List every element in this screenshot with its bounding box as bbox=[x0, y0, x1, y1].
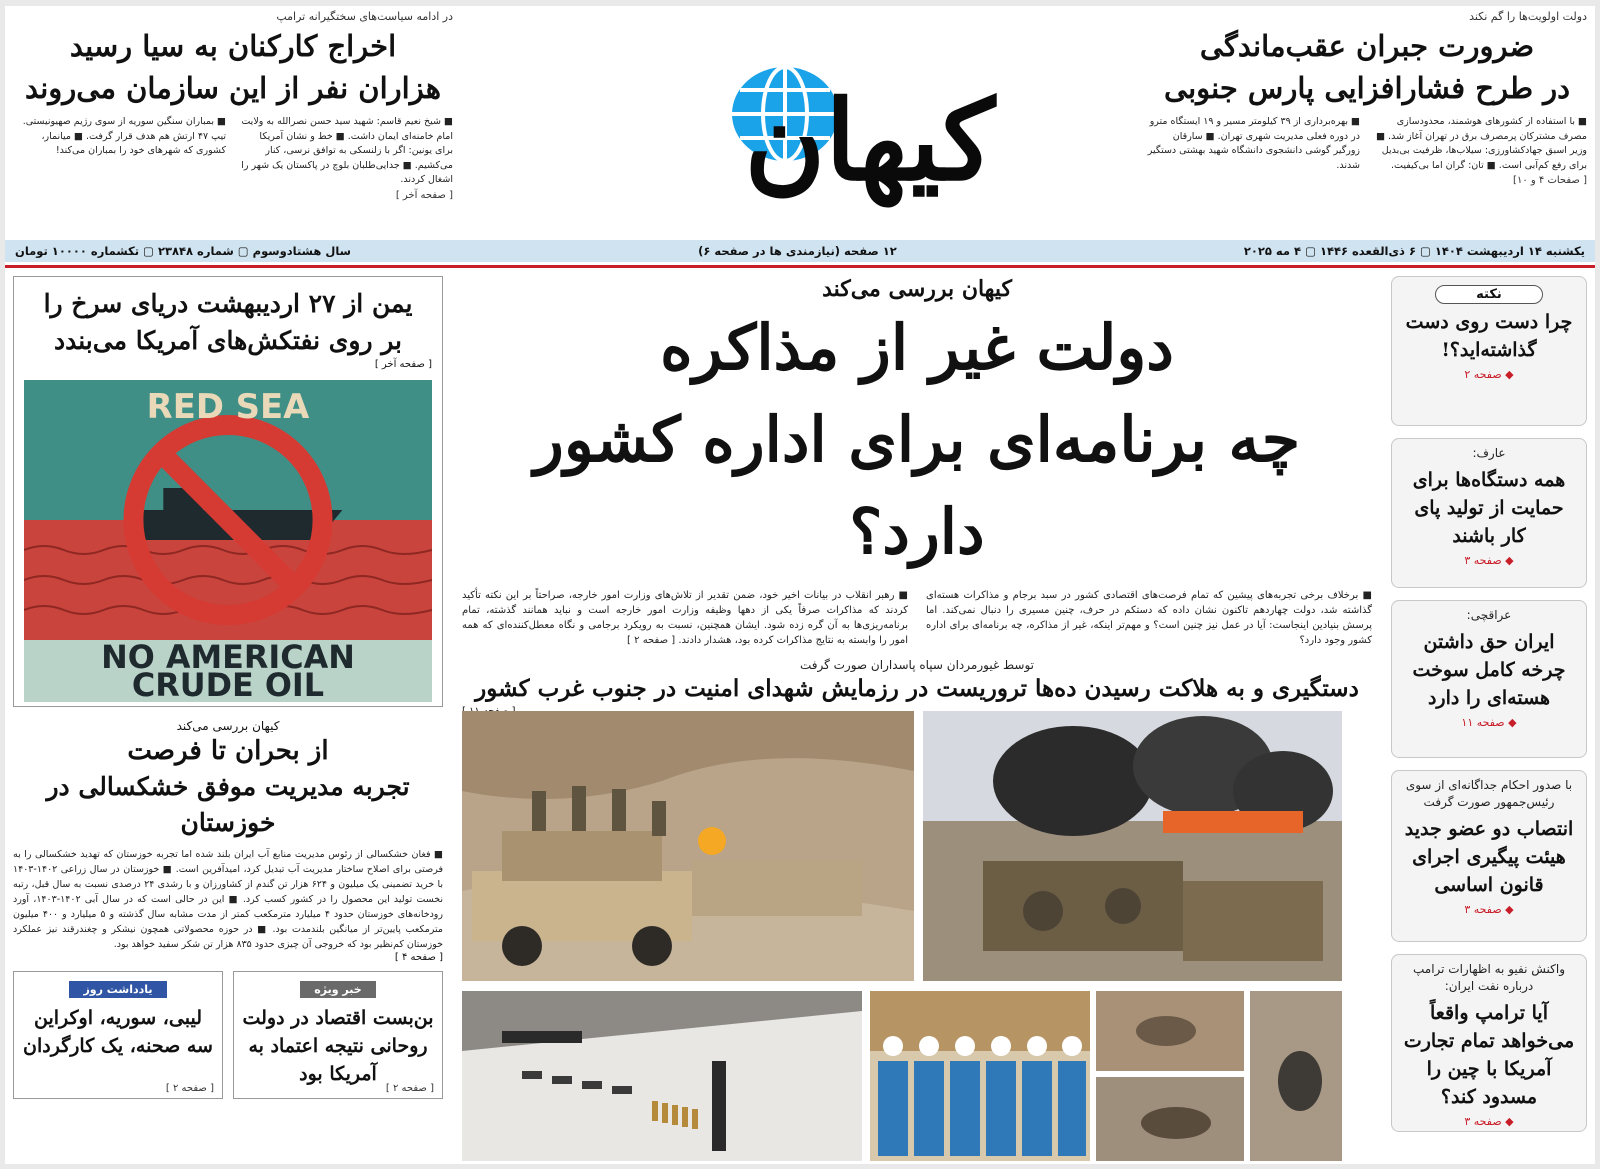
security-headline[interactable]: دستگیری و به هلاکت رسیدن ده‌ها تروریست در رزمایش شهدای امنیت در جنوب غرب کشور bbox=[475, 675, 1359, 702]
daily-memo-headline: لیبی، سوریه، اوکراین سه صحنه، یک کارگردان bbox=[23, 1007, 213, 1057]
yemen-headline-2: بر روی نفتکش‌های آمریکا می‌بندد bbox=[54, 326, 402, 355]
dateline-bar bbox=[5, 240, 1595, 262]
right-box-pageref: ◆ صفحه ۱۱ bbox=[1461, 716, 1517, 729]
photo-image bbox=[462, 991, 862, 1161]
masthead-name: کیهان bbox=[744, 76, 995, 205]
top-right-story bbox=[1147, 10, 1587, 186]
lead-kicker: کیهان بررسی می‌کند bbox=[822, 276, 1012, 302]
top-left-pageref: [ صفحه آخر ] bbox=[395, 189, 453, 201]
dateline-issue: سال هشتادوسوم ▢ شماره ۲۳۸۴۸ ▢ تکشماره ۱۰۰۰۰ تومان bbox=[15, 244, 351, 258]
top-left-brief-a: ■ شیخ نعیم قاسم: شهید سید حسن نصرالله به ولایت امام خامنه‌ای ایمان داشت. ■ خط و نشان آمریکا برای یونین: اگر با زلنسکی به توافق نرسی، کنار می‌کشیم. ■ جدایی‌طلبان بلوچ در پاکستان یک شهر را اشغال کردند. bbox=[241, 116, 453, 185]
right-column bbox=[1391, 276, 1587, 1132]
top-right-headline-2[interactable]: در طرح فشارافزایی پارس جنوبی bbox=[1163, 71, 1571, 105]
right-box-kicker: با صدور احکام جداگانه‌ای از سوی رئیس‌جمهور صورت گرفت bbox=[1405, 778, 1573, 809]
right-box-appointment[interactable] bbox=[1391, 770, 1587, 942]
top-right-headline-1[interactable]: ضرورت جبران عقب‌ماندگی bbox=[1199, 29, 1535, 63]
photo-image bbox=[870, 991, 1090, 1161]
right-box-pageref: ◆ صفحه ۳ bbox=[1464, 554, 1514, 567]
photo-image bbox=[1096, 991, 1244, 1071]
top-left-headline-1[interactable]: اخراج کارکنان به سیا رسید bbox=[69, 29, 397, 63]
poster-top-text: RED SEA bbox=[146, 386, 310, 427]
yemen-headline-1: یمن از ۲۷ اردیبهشت دریای سرخ را bbox=[43, 289, 413, 318]
daily-memo-pageref: [ صفحه ۲ ] bbox=[165, 1083, 214, 1094]
photo-image bbox=[462, 711, 914, 981]
lead-headline-2[interactable]: چه برنامه‌ای برای اداره کشور دارد؟ bbox=[533, 403, 1301, 568]
top-right-pageref: [ صفحات ۴ و ۱۰] bbox=[1513, 175, 1587, 186]
daily-memo-box[interactable] bbox=[13, 971, 223, 1099]
lead-body-left: ■ رهبر انقلاب در بیانات اخیر خود، ضمن تقدیر از تلاش‌های وزارت امور خارجه، صراحتاً بر این نکته تأکید کردند که مذاکرات صرفاً یکی از دهها وظیفه وزارت امور خارجه است و نباید همانند گذشته، تمام برنامه‌ریزی‌ها به آن گره زده شود. ایشان همچنین، نسبت به رویکرد برجامی و نگاه معطل‌کننده‌ای که همه امور را وابسته به نتایج مذاکرات کرده بود، هشدار دادند. bbox=[462, 590, 908, 646]
poster-bottom-text-1: NO AMERICAN bbox=[101, 637, 355, 677]
newspaper-front-page bbox=[5, 6, 1595, 1164]
drought-body: ■ فغان خشکسالی از رئوس مدیریت منابع آب ایران بلند شده اما تجربه خوزستان که تهدید خشکسالی را به فرصتی برای اصلاح ساختار مدیریت آب تبدیل کرد، امیدآفرین است. ■ خوزستان در سال زراعی ۱۴۰۲-۱۴۰۳ با خرید تضمینی یک میلیون و ۶۲۴ هزار تن گندم از کشاورزان و با رشدی ۲۴ درصدی نسبت به سال قبل، رتبه نخست تولید این محصول را در کشور کسب کرد. ■ این در حالی است که در سال آبی ۱۴۰۲-۱۴۰۳، آورد رودخانه‌های خوزستان حدود ۴ میلیارد مترمکعب کمتر از مدت مشابه سال گذشته و ۵ میلیارد و ۴۰۰ میلیون مترمکعب پایین‌تر از میانگین بلندمدت بود. ■ در حوزه محصولاتی همچون نیشکر و چغندرقند نیز عملکرد خوزستان کم‌نظیر بود که خروجی آن چیزی حدود ۸۳۵ هزار تن شکر سفید خواهد بود. bbox=[13, 849, 444, 950]
right-box-pageref: ◆ صفحه ۲ bbox=[1464, 368, 1514, 381]
top-left-headline-2[interactable]: هزاران نفر از این سازمان می‌روند bbox=[24, 71, 441, 105]
top-right-kicker: دولت اولویت‌ها را گم نکند bbox=[1469, 10, 1587, 23]
photo-image bbox=[923, 711, 1342, 981]
lead-body-right: ■ برخلاف برخی تجربه‌های پیشین که تمام فرصت‌های اقتصادی کشور در سبد برجام و مذاکرات هسته‌ای گذاشته شد، دولت چهاردهم تاکنون نشان داده که دستکم در حرف، چنین مسیری را دنبال نمی‌کند. اما پرسش بنیادین اینجاست: آیا در عمل نیز چنین است؟ و مهم‌تر اینکه، غیر از مذاکره، چه برنامه‌ای برای اداره کشور وجود دارد؟ bbox=[926, 590, 1372, 646]
top-left-story bbox=[13, 10, 453, 201]
photo-field-2[interactable] bbox=[1096, 1077, 1244, 1161]
right-box-aref[interactable] bbox=[1391, 438, 1587, 588]
top-right-brief-b: ■ بهره‌برداری از ۳۹ کیلومتر مسیر و ۱۹ ایستگاه مترو در دوره فعلی مدیریت شهری تهران. ■ سارقان زورگیر گوشی دانشجوی دانشگاه شهید بهشتی دستگیر شدند. bbox=[1147, 116, 1360, 171]
top-left-kicker: در ادامه سیاست‌های سختگیرانه ترامپ bbox=[276, 10, 453, 23]
drought-headline-1[interactable]: از بحران تا فرصت bbox=[127, 736, 329, 766]
photo-seized-weapons[interactable] bbox=[462, 991, 862, 1161]
right-box-pageref: ◆ صفحه ۳ bbox=[1464, 903, 1514, 916]
right-box-kicker: عارف: bbox=[1472, 446, 1506, 460]
right-box-araghchi[interactable] bbox=[1391, 600, 1587, 758]
right-box-headline: آیا ترامپ واقعاً می‌خواهد تمام تجارت آمریکا با چین را مسدود کند؟ bbox=[1403, 1002, 1575, 1108]
daily-memo-tag: یادداشت روز bbox=[69, 981, 166, 998]
drought-headline-2[interactable]: تجربه مدیریت موفق خشکسالی در خوزستان bbox=[46, 772, 410, 837]
red-sea-poster bbox=[24, 380, 432, 702]
yemen-story[interactable] bbox=[13, 276, 443, 707]
special-news-box[interactable] bbox=[233, 971, 443, 1099]
lead-story bbox=[462, 276, 1372, 717]
poster-bottom-text-2: CRUDE OIL bbox=[131, 665, 325, 702]
security-photo-grid bbox=[462, 711, 1342, 1161]
right-box-trump[interactable] bbox=[1391, 954, 1587, 1132]
photo-field-3[interactable] bbox=[1250, 991, 1342, 1161]
special-news-tag: خبر ویژه bbox=[300, 981, 375, 998]
right-box-pageref: ◆ صفحه ۳ bbox=[1464, 1115, 1514, 1128]
left-column bbox=[13, 276, 443, 1099]
lead-headline-1[interactable]: دولت غیر از مذاکره bbox=[660, 311, 1174, 384]
yemen-pageref: [ صفحه آخر ] bbox=[374, 359, 432, 370]
right-box-headline: چرا دست روی دست گذاشته‌اید؟! bbox=[1405, 311, 1573, 361]
drought-kicker: کیهان بررسی می‌کند bbox=[176, 719, 280, 733]
drought-pageref: [ صفحه ۴ ] bbox=[394, 952, 443, 963]
security-kicker: توسط غیورمردان سپاه پاسداران صورت گرفت bbox=[799, 658, 1035, 672]
dateline-pages: ۱۲ صفحه (نیازمندی ها در صفحه ۶) bbox=[698, 244, 897, 258]
right-box-headline: ایران حق داشتن چرخه کامل سوخت هسته‌ای را دارد bbox=[1412, 631, 1566, 709]
photo-image bbox=[1250, 991, 1342, 1161]
right-box-note[interactable] bbox=[1391, 276, 1587, 426]
divider-line bbox=[5, 265, 1595, 268]
photo-field-1[interactable] bbox=[1096, 991, 1244, 1071]
right-box-kicker: عراقچی: bbox=[1466, 608, 1512, 622]
masthead-logo[interactable] bbox=[570, 36, 1015, 226]
note-pill: نکته bbox=[1435, 285, 1543, 304]
top-left-brief-b: ■ بمباران سنگین سوریه از سوی رژیم صهیونیستی. تیپ ۴۷ ارتش هم هدف قرار گرفت. ■ میانمار، کشوری که شهرهای خود را بمباران می‌کند! bbox=[22, 116, 226, 156]
right-box-headline: همه دستگاه‌ها برای حمایت از تولید پای کار باشند bbox=[1412, 469, 1566, 547]
lead-pageref: [ صفحه ۲ ] bbox=[627, 635, 676, 646]
photo-image bbox=[1096, 1077, 1244, 1161]
photo-explosions[interactable] bbox=[923, 711, 1342, 981]
top-right-brief-a: ■ با استفاده از کشورهای هوشمند، محدودسازی مصرف مشترکان پرمصرف برق در تهران آغاز شد. ■ وزیر اسبق جهادکشاورزی: سیلاب‌ها، ظرفیت بی‌بدیل برای رفع کم‌آبی است. ■ تان: گران اما بی‌کیفیت. bbox=[1376, 116, 1587, 171]
photo-detainees[interactable] bbox=[870, 991, 1090, 1161]
dateline-date: یکشنبه ۱۴ اردیبهشت ۱۴۰۴ ▢ ۶ ذی‌القعده ۱۴۴۶ ▢ ۴ مه ۲۰۲۵ bbox=[1243, 244, 1585, 258]
special-news-pageref: [ صفحه ۲ ] bbox=[385, 1083, 434, 1094]
special-news-headline: بن‌بست اقتصاد در دولت روحانی نتیجه اعتماد به آمریکا بود bbox=[242, 1007, 434, 1085]
right-box-headline: انتصاب دو عضو جدید هیئت پیگیری اجرای قانون اساسی bbox=[1404, 818, 1574, 896]
right-box-kicker: واکنش نفیو به اظهارات ترامپ درباره نفت ایران: bbox=[1412, 962, 1566, 993]
photo-soldiers-truck[interactable] bbox=[462, 711, 914, 981]
